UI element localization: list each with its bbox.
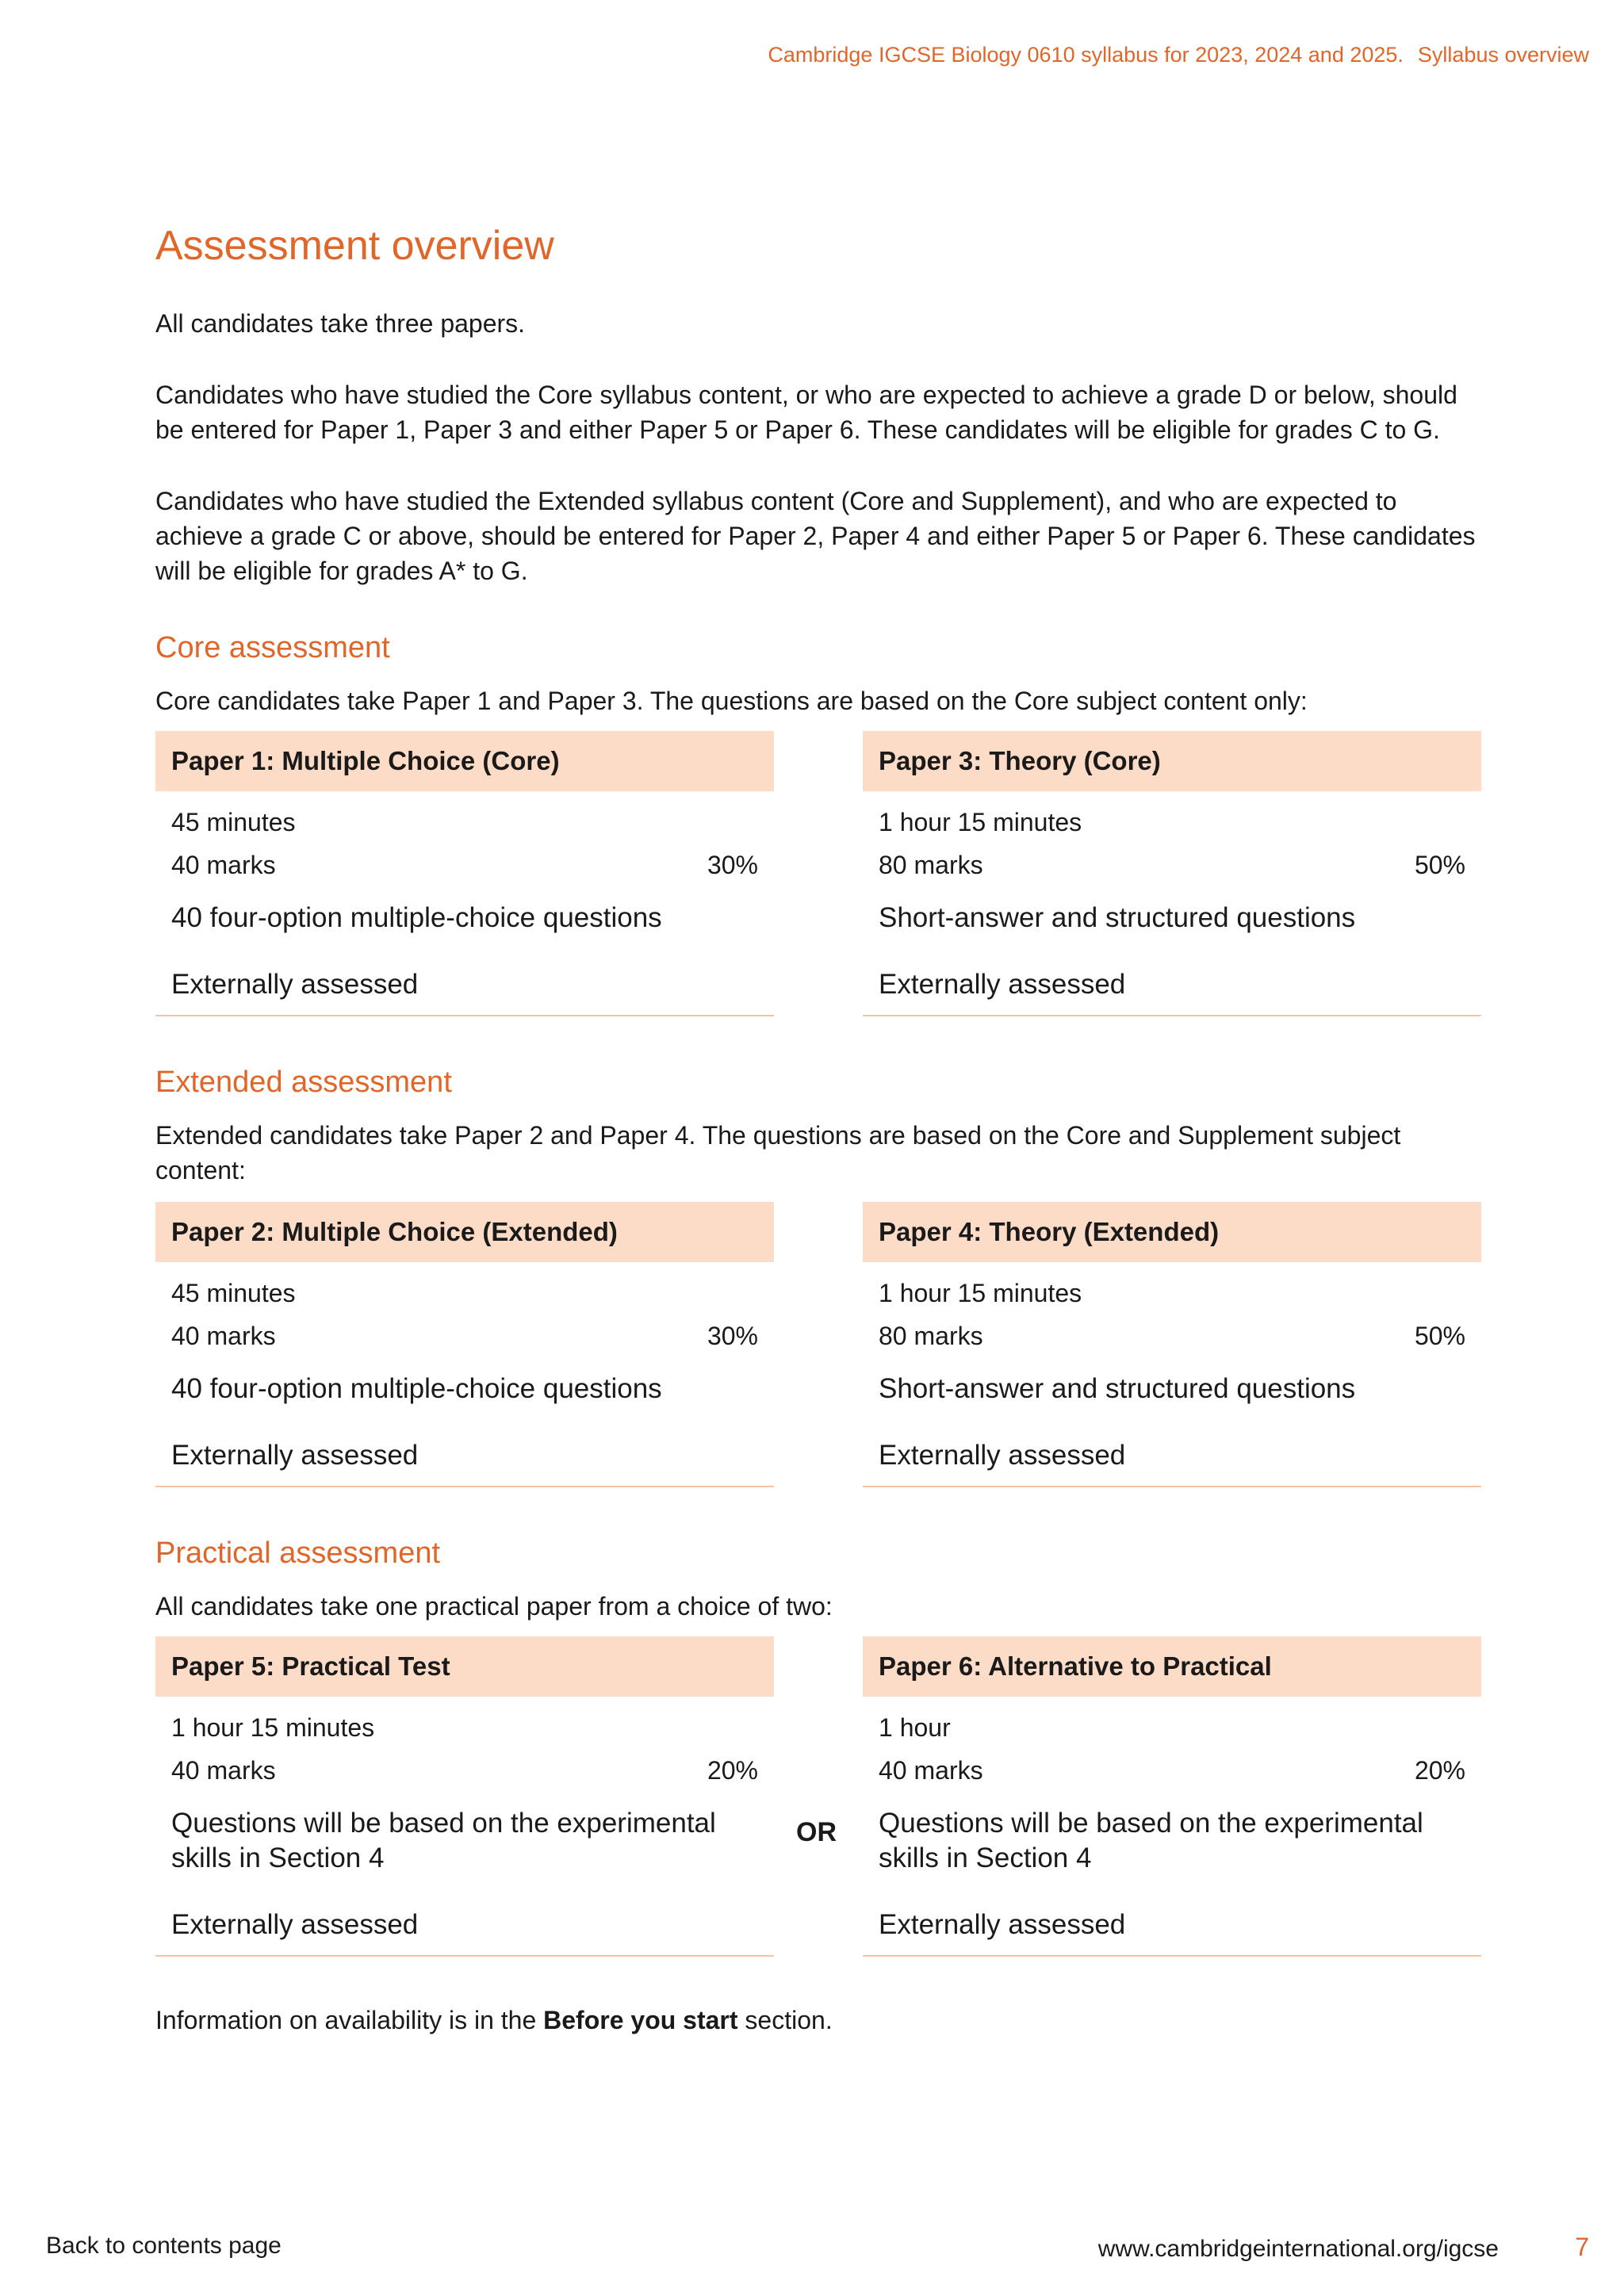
- paper-weight: 20%: [1414, 1756, 1465, 1785]
- paper-weight: 30%: [707, 851, 758, 879]
- extended-heading: Extended assessment: [155, 1066, 452, 1099]
- paper-marks: 40 marks: [171, 1322, 276, 1350]
- paper-weight: 50%: [1414, 1322, 1465, 1350]
- paper-description: 40 four-option multiple-choice questions: [171, 902, 662, 933]
- paper-duration: 45 minutes: [171, 808, 296, 836]
- website-url: www.cambridgeinternational.org/igcse: [1097, 2236, 1499, 2262]
- availability-text-after: section.: [737, 2006, 833, 2034]
- availability-note: [155, 2003, 1481, 2038]
- paper-duration: 1 hour: [879, 1713, 951, 1742]
- running-section: Syllabus overview: [1417, 43, 1589, 67]
- page-number: 7: [1575, 2233, 1589, 2261]
- intro-paragraph-1: All candidates take three papers.: [155, 309, 526, 338]
- paper-description: Questions will be based on the experimental skills in Section 4: [879, 1808, 1423, 1873]
- page-title: Assessment overview: [155, 223, 554, 269]
- paper-title: Paper 1: Multiple Choice (Core): [155, 731, 774, 791]
- paper-4-card: [863, 1202, 1481, 1487]
- paper-title: Paper 4: Theory (Extended): [863, 1202, 1481, 1262]
- paper-duration: 45 minutes: [171, 1279, 296, 1307]
- paper-title: Paper 2: Multiple Choice (Extended): [155, 1202, 774, 1262]
- paper-assessment-type: Externally assessed: [879, 1909, 1126, 1940]
- availability-text-before: Information on availability is in the: [155, 2006, 544, 2034]
- paper-title: Paper 3: Theory (Core): [863, 731, 1481, 791]
- paper-weight: 50%: [1414, 851, 1465, 879]
- paper-title: Paper 5: Practical Test: [155, 1636, 774, 1697]
- running-title: Cambridge IGCSE Biology 0610 syllabus for 2023, 2024 and 2025.: [768, 43, 1404, 67]
- paper-assessment-type: Externally assessed: [171, 969, 419, 1000]
- practical-heading: Practical assessment: [155, 1536, 441, 1570]
- paper-marks: 40 marks: [171, 1756, 276, 1785]
- running-header: [768, 43, 1589, 67]
- paper-description: 40 four-option multiple-choice questions: [171, 1373, 662, 1404]
- paper-marks: 80 marks: [879, 1322, 983, 1350]
- paper-assessment-type: Externally assessed: [171, 1909, 419, 1940]
- paper-2-card: [155, 1202, 774, 1487]
- paper-title: Paper 6: Alternative to Practical: [863, 1636, 1481, 1697]
- intro-paragraph-2: Candidates who have studied the Core syllabus content, or who are expected to achieve a grade D or below, should be entered for Paper 1, Paper 3 and either Paper 5 or Paper 6. These candidates will be eligible for grades C to G.: [155, 381, 1457, 444]
- before-you-start-ref: Before you start: [543, 2006, 738, 2034]
- paper-assessment-type: Externally assessed: [171, 1440, 419, 1471]
- back-to-contents-link[interactable]: Back to contents page: [46, 2233, 282, 2259]
- extended-description: Extended candidates take Paper 2 and Paper 4. The questions are based on the Core and Supplement subject content:: [155, 1121, 1401, 1184]
- paper-marks: 40 marks: [171, 851, 276, 879]
- core-description: Core candidates take Paper 1 and Paper 3. The questions are based on the Core subject content only:: [155, 687, 1308, 715]
- paper-weight: 30%: [707, 1322, 758, 1350]
- paper-description: Questions will be based on the experimental skills in Section 4: [171, 1808, 716, 1873]
- paper-weight: 20%: [707, 1756, 758, 1785]
- core-heading: Core assessment: [155, 631, 390, 664]
- paper-assessment-type: Externally assessed: [879, 969, 1126, 1000]
- paper-description: Short-answer and structured questions: [879, 1373, 1356, 1404]
- paper-assessment-type: Externally assessed: [879, 1440, 1126, 1471]
- intro-paragraph-3: Candidates who have studied the Extended syllabus content (Core and Supplement), and who are expected to achieve a grade C or above, should be entered for Paper 2, Paper 4 and either Paper 5 or Paper 6. These candidates will be eligible for grades A* to G.: [155, 487, 1476, 585]
- paper-description: Short-answer and structured questions: [879, 902, 1356, 933]
- paper-duration: 1 hour 15 minutes: [879, 1279, 1082, 1307]
- practical-description: All candidates take one practical paper from a choice of two:: [155, 1592, 833, 1621]
- paper-duration: 1 hour 15 minutes: [171, 1713, 375, 1742]
- paper-3-card: [863, 731, 1481, 1016]
- paper-5-card: [155, 1636, 774, 1957]
- paper-6-card: [863, 1636, 1481, 1957]
- paper-duration: 1 hour 15 minutes: [879, 808, 1082, 836]
- paper-marks: 80 marks: [879, 851, 983, 879]
- paper-1-card: [155, 731, 774, 1016]
- paper-marks: 40 marks: [879, 1756, 983, 1785]
- or-label: OR: [796, 1817, 837, 1847]
